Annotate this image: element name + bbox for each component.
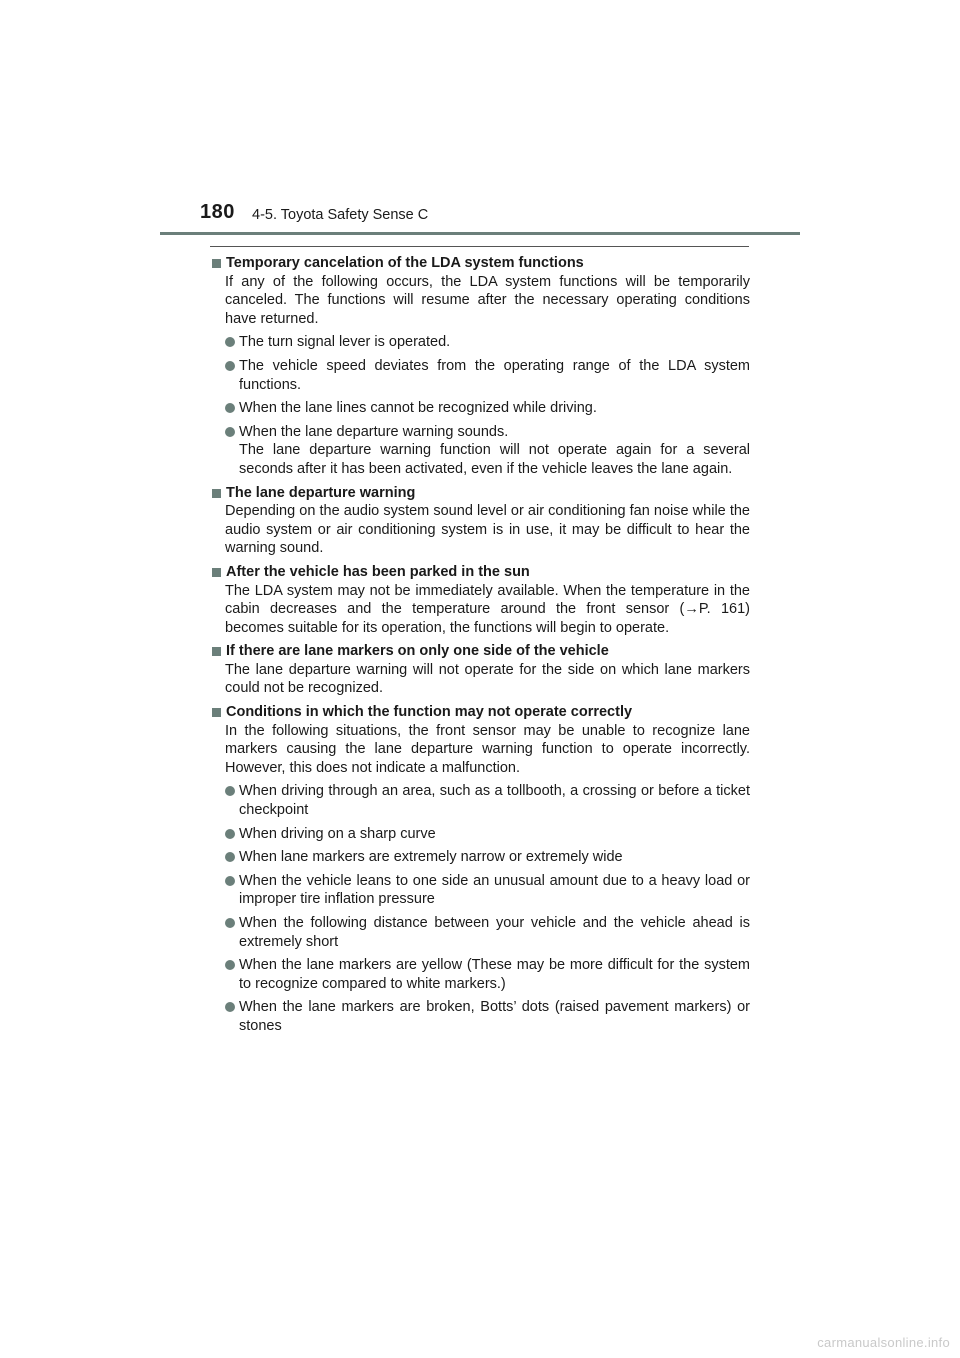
square-bullet-icon (212, 489, 221, 498)
round-bullet-icon (225, 829, 235, 839)
list-item (210, 333, 750, 352)
square-bullet-icon (212, 568, 221, 577)
section-heading (210, 563, 750, 582)
list-item-subtext: The lane departure warning function will not operate again for a several seconds after it has been activated, even if the vehicle leaves the lane again. (239, 442, 750, 477)
section-heading (210, 642, 750, 661)
list-item-text: When the lane departure warning sounds. (239, 423, 509, 440)
list-item-text: The vehicle speed deviates from the operating range of the LDA system functions. (239, 357, 750, 393)
list-item-text: When driving through an area, such as a tollbooth, a crossing or before a ticket checkpoint (239, 783, 750, 819)
round-bullet-icon (225, 403, 235, 413)
round-bullet-icon (225, 852, 235, 862)
square-bullet-icon (212, 708, 221, 717)
round-bullet-icon (225, 427, 235, 437)
section-body: If any of the following occurs, the LDA system functions will be temporarily canceled. The functions will resume after the necessary operating conditions have returned. (225, 273, 750, 327)
round-bullet-icon (225, 361, 235, 371)
list-item (210, 914, 750, 951)
list-item (210, 399, 750, 418)
round-bullet-icon (225, 1002, 235, 1012)
section-title: After the vehicle has been parked in the sun (226, 563, 530, 580)
list-item-text: When lane markers are extremely narrow or extremely wide (239, 849, 623, 866)
section-title: If there are lane markers on only one side of the vehicle (226, 643, 609, 660)
list-item (210, 872, 750, 909)
list-item-text: When the following distance between your vehicle and the vehicle ahead is extremely short (239, 915, 750, 950)
list-item-text: When driving on a sharp curve (239, 825, 436, 842)
list-item (210, 848, 750, 867)
round-bullet-icon (225, 918, 235, 928)
section-body: The LDA system may not be immediately available. When the temperature in the cabin decreases and the temperature around the front sensor (→P. 161) becomes suitable for its operation, the functions will begin to operate. (225, 582, 750, 636)
section-title: Temporary cancelation of the LDA system functions (226, 255, 584, 271)
section-rule (210, 246, 749, 247)
section-heading (210, 703, 750, 722)
list-item (210, 998, 750, 1035)
page-number: 180 (200, 201, 235, 223)
list-item (210, 782, 750, 819)
list-item (210, 357, 750, 394)
section-body: In the following situations, the front sensor may be unable to recognize lane markers causing the lane departure warning function to operate incorrectly. However, this does not indicate a malfunction. (225, 722, 750, 776)
section-heading (210, 484, 750, 503)
square-bullet-icon (212, 647, 221, 656)
list-item-text: When the vehicle leans to one side an unusual amount due to a heavy load or improper tire inflation pressure (239, 872, 750, 908)
square-bullet-icon (212, 259, 221, 268)
list-item-text: When the lane markers are yellow (These may be more difficult for the system to recognize compared to white markers.) (239, 957, 750, 992)
section-heading (210, 254, 750, 273)
section-body: Depending on the audio system sound level or air conditioning fan noise while the audio system or air conditioning system is in use, it may be difficult to hear the warning sound. (225, 503, 750, 557)
list-item (210, 825, 750, 844)
section-title: Conditions in which the function may not operate correctly (226, 704, 633, 721)
page-content (210, 254, 750, 1036)
header-rule (160, 232, 800, 235)
round-bullet-icon (225, 337, 235, 347)
list-item (210, 423, 750, 479)
page-header (0, 0, 960, 240)
round-bullet-icon (225, 960, 235, 970)
section-title: The lane departure warning (226, 484, 416, 501)
round-bullet-icon (225, 876, 235, 886)
list-item-text: The turn signal lever is operated. (239, 334, 451, 351)
list-item-text: When the lane lines cannot be recognized while driving. (239, 400, 597, 417)
section-body: The lane departure warning will not operate for the side on which lane markers could not be recognized. (225, 661, 750, 697)
list-item-text: When the lane markers are broken, Botts’ dots (raised pavement markers) or stones (239, 999, 750, 1034)
chapter-title: 4-5. Toyota Safety Sense C (252, 207, 429, 223)
round-bullet-icon (225, 786, 235, 796)
watermark[interactable]: carmanualsonline.info (817, 1335, 950, 1350)
list-item (210, 956, 750, 993)
